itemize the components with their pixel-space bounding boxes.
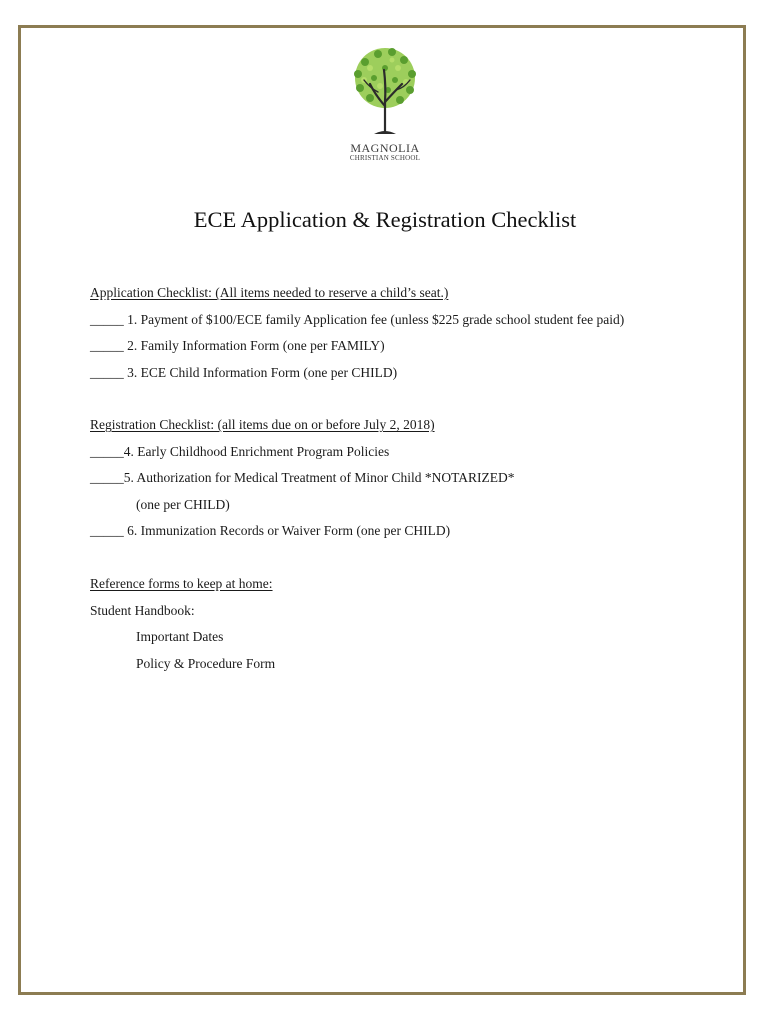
page-border — [18, 25, 746, 995]
logo-name-line1: MAGNOLIA — [350, 141, 420, 155]
registration-item-5: _____5. Authorization for Medical Treatment of Minor Child *NOTARIZED* — [90, 470, 515, 485]
reference-item-2: Policy & Procedure Form — [136, 656, 276, 671]
application-item-1: _____ 1. Payment of $100/ECE family Application fee (unless $225 grade school student fee paid) — [90, 312, 625, 327]
reference-heading: Reference forms to keep at home: — [90, 576, 273, 591]
application-item-2: _____ 2. Family Information Form (one per FAMILY) — [90, 338, 385, 353]
reference-item-1: Important Dates — [136, 629, 224, 644]
reference-subheading: Student Handbook: — [90, 603, 195, 618]
registration-item-4: _____4. Early Childhood Enrichment Program Policies — [90, 444, 390, 459]
school-logo — [330, 40, 440, 165]
logo-name-line2: CHRISTIAN SCHOOL — [349, 154, 421, 162]
registration-item-6: _____ 6. Immunization Records or Waiver Form (one per CHILD) — [90, 523, 451, 538]
registration-item-5-note: (one per CHILD) — [136, 497, 230, 512]
application-heading: Application Checklist: (All items needed to reserve a child’s seat.) — [90, 285, 449, 300]
page-title: ECE Application & Registration Checklist — [193, 207, 577, 232]
tree-icon — [330, 40, 440, 140]
registration-heading: Registration Checklist: (all items due on or before July 2, 2018) — [90, 417, 435, 432]
application-item-3: _____ 3. ECE Child Information Form (one per CHILD) — [90, 365, 398, 380]
